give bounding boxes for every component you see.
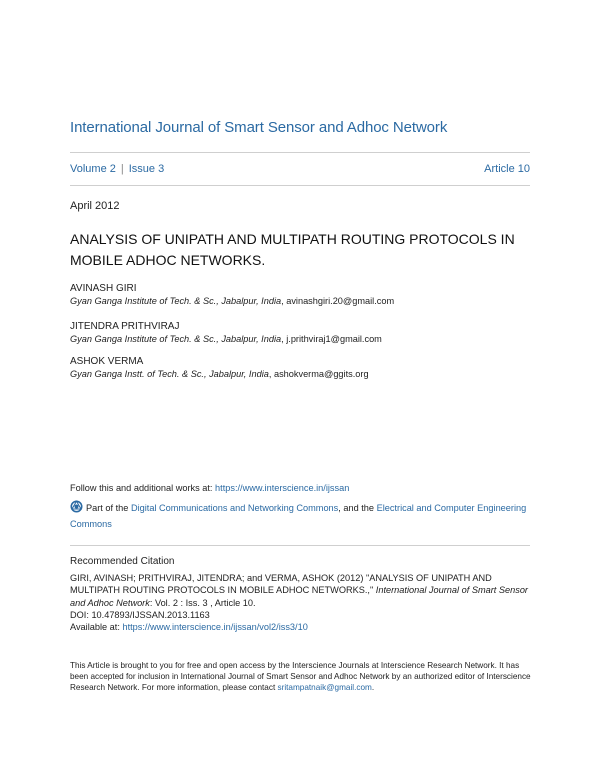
author-affiliation: Gyan Ganga Instt. of Tech. & Sc., Jabalpur, India (70, 369, 269, 379)
part-of-prefix: Part of the (86, 503, 131, 513)
follow-line (70, 483, 349, 493)
article-title: ANALYSIS OF UNIPATH AND MULTIPATH ROUTING PROTOCOLS IN MOBILE ADHOC NETWORKS. (70, 231, 515, 268)
electrical-engineering-commons-link[interactable]: Electrical and Computer Engineering Commons (70, 503, 527, 529)
contact-email-link[interactable]: sritampatnaik@gmail.com (277, 683, 372, 692)
access-notice (70, 660, 532, 693)
author-name: ASHOK VERMA (70, 356, 144, 367)
divider (70, 152, 530, 153)
available-label: Available at: (70, 622, 123, 633)
volume-link[interactable]: Volume 2 (70, 163, 116, 175)
citation-details: : Vol. 2 : Iss. 3 , Article 10. (149, 597, 256, 608)
citation-text: GIRI, AVINASH; PRITHVIRAJ, JITENDRA; and VERMA, ASHOK (2012) "ANALYSIS OF UNIPATH AND MULTIPATH ROUTING PROTOCOLS IN MOBILE ADHOC NETWORKS.," (70, 573, 492, 596)
divider (70, 185, 530, 186)
author-email: avinashgiri.20@gmail.com (286, 296, 395, 306)
digital-communications-commons-link[interactable]: Digital Communications and Networking Commons (130, 503, 339, 513)
citation-doi: DOI: 10.47893/IJSSAN.2013.1163 (70, 609, 210, 620)
separator: | (120, 163, 124, 175)
volume-issue-row (70, 163, 530, 175)
author-affiliation: Gyan Ganga Institute of Tech. & Sc., Jabalpur, India (70, 334, 282, 344)
journal-title[interactable]: International Journal of Smart Sensor and Adhoc Network (70, 119, 448, 136)
author-name: AVINASH GIRI (70, 283, 137, 294)
author-name: JITENDRA PRITHVIRAJ (70, 321, 180, 332)
author-block: ASHOK VERMA Gyan Ganga Instt. of Tech. & Sc., Jabalpur, India, ashokverma@ggits.org (70, 356, 369, 379)
publication-date: April 2012 (70, 200, 120, 212)
author-block: AVINASH GIRI Gyan Ganga Institute of Tech. & Sc., Jabalpur, India, avinashgiri.20@gmail.com (70, 283, 395, 306)
citation-heading: Recommended Citation (70, 556, 175, 567)
citation-journal: International Journal of Smart Sensor and Adhoc Network (70, 585, 528, 608)
part-of-commons (70, 500, 530, 532)
notice-end: . (371, 683, 375, 692)
network-commons-icon (70, 500, 83, 513)
issue-link[interactable]: Issue 3 (128, 163, 165, 175)
citation-body (70, 572, 532, 633)
follow-text: Follow this and additional works at: (70, 483, 216, 493)
repository-link[interactable]: https://www.interscience.in/ijssan (215, 483, 350, 493)
author-block: JITENDRA PRITHVIRAJ Gyan Ganga Institute of Tech. & Sc., Jabalpur, India, j.prithviraj1@gmail.com (70, 321, 382, 344)
part-of-middle: , and the (338, 503, 377, 513)
author-email: j.prithviraj1@gmail.com (286, 334, 382, 344)
divider (70, 545, 530, 546)
notice-text: This Article is brought to you for free and open access by the Interscience Journals at Interscience Research Network. It has been accepted for inclusion in International Journal of Smart Sensor and Adhoc Network by an authorized editor of Interscience Research Network. For more information, please contact (70, 661, 531, 692)
author-affiliation: Gyan Ganga Institute of Tech. & Sc., Jabalpur, India (70, 296, 282, 306)
article-number[interactable]: Article 10 (484, 163, 530, 175)
author-email: ashokverma@ggits.org (273, 369, 369, 379)
article-url-link[interactable]: https://www.interscience.in/ijssan/vol2/iss3/10 (122, 622, 308, 633)
